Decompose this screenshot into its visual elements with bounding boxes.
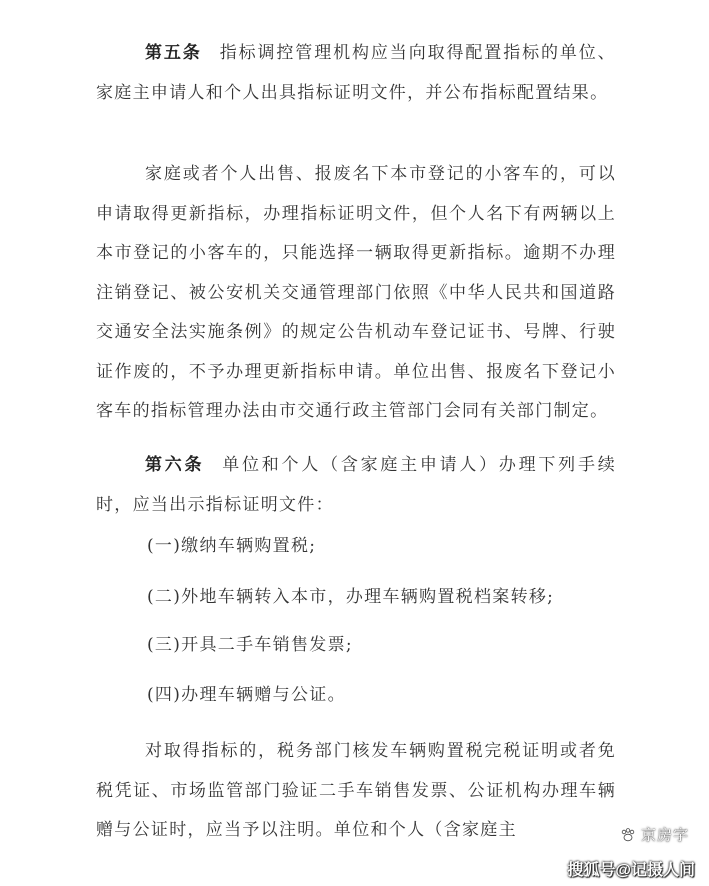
article-5-body: 指标调控管理机构应当向取得配置指标的单位、家庭主申请人和个人出具指标证明文件，并公布指标配置结果。 xyxy=(96,43,616,103)
watermark-account xyxy=(620,824,689,845)
article-6-body: 单位和个人（含家庭主申请人）办理下列手续时，应当出示指标证明文件： xyxy=(96,455,616,515)
article-6-item-1: (一)缴纳车辆购置税; xyxy=(147,536,317,556)
article-6-item-2: (二)外地车辆转入本市，办理车辆购置税档案转移; xyxy=(147,587,555,607)
article-5-paragraph-2: 家庭或者个人出售、报废名下本市登记的小客车的，可以申请取得更新指标，办理指标证明文件，但个人名下有两辆以上本市登记的小客车的，只能选择一辆取得更新指标。逾期不办理注销登记、被公安机关交通管理部门依照《中华人民共和国道路交通安全法实施条例》的规定公告机动车登记证书、号牌、行驶证作废的，不予办理更新指标申请。单位出售、报废名下登记小客车的指标管理办法由市交通行政主管部门会同有关部门制定。 xyxy=(96,164,616,421)
article-6-heading: 第六条 xyxy=(145,455,205,475)
watermark-account-name: 京房字 xyxy=(640,827,689,844)
paw-icon xyxy=(620,827,636,843)
article-6-paragraph-2: 对取得指标的，税务部门核发车辆购置税完税证明或者免税凭证、市场监管部门验证二手车销售发票、公证机构办理车辆赠与公证时，应当予以注明。单位和个人（含家庭主 xyxy=(96,741,616,840)
article-6-item-3: (三)开具二手车销售发票; xyxy=(147,635,353,655)
watermark xyxy=(545,824,695,880)
watermark-source: 搜狐号@记摄人间 xyxy=(567,862,695,879)
article-5-paragraph xyxy=(96,34,616,113)
article-6-paragraph xyxy=(96,446,616,525)
article-5-heading: 第五条 xyxy=(145,43,202,63)
article-6-item-4: (四)办理车辆赠与公证。 xyxy=(147,685,346,705)
